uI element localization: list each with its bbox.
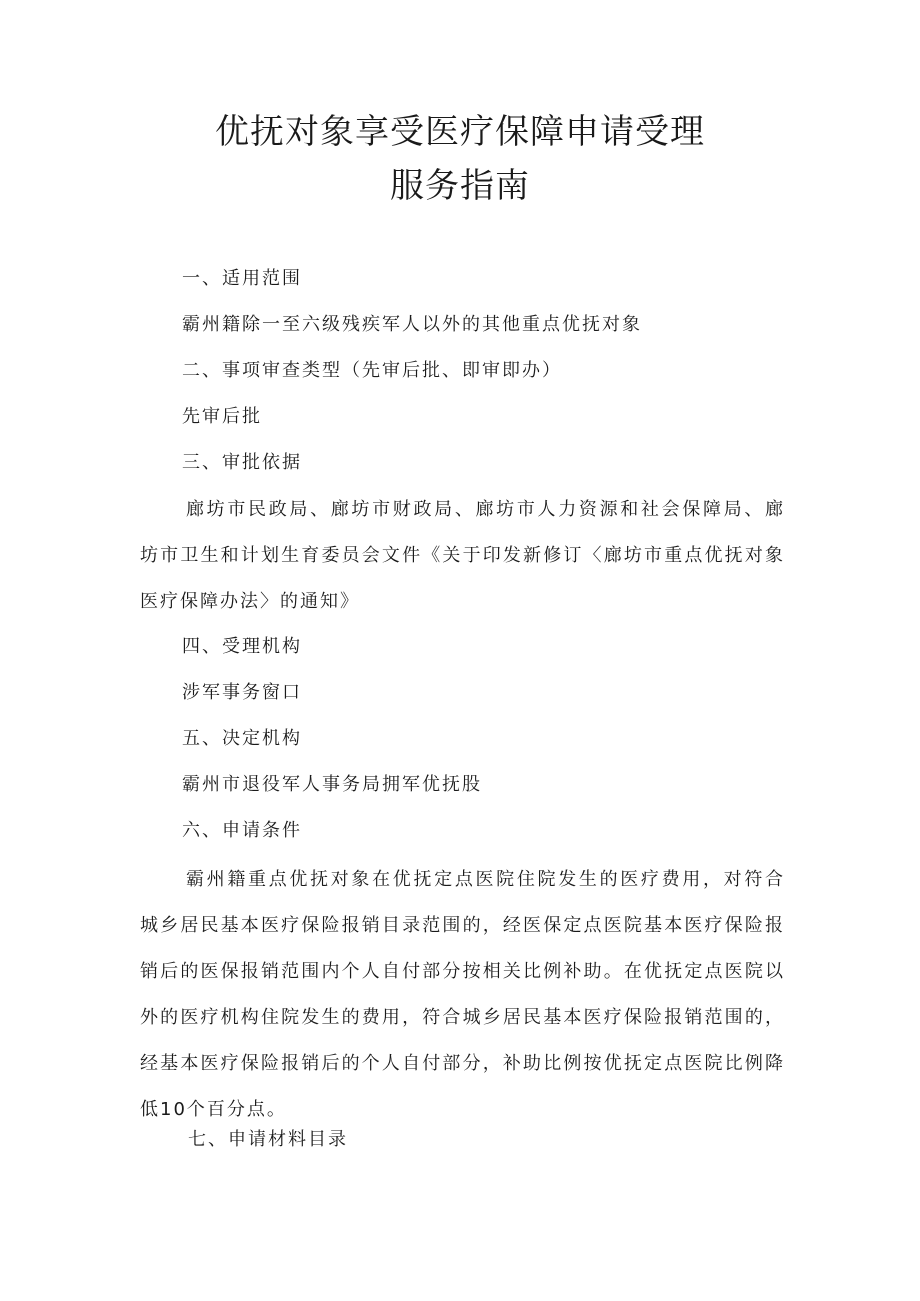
scope-heading: 一、适用范围 <box>182 268 302 289</box>
accept-org-text: 涉军事务窗口 <box>182 682 302 703</box>
conditions-heading: 六、申请条件 <box>182 820 302 841</box>
basis-text: 廊坊市民政局、廊坊市财政局、廊坊市人力资源和社会保障局、廊坊市卫生和计划生育委员会文件《关于印发新修订〈廊坊市重点优抚对象医疗保障办法〉的通知》 <box>140 499 785 612</box>
accept-org-heading: 四、受理机构 <box>182 636 302 657</box>
scope-text: 霸州籍除一至六级残疾军人以外的其他重点优抚对象 <box>182 314 642 335</box>
decision-org-text: 霸州市退役军人事务局拥军优抚股 <box>182 774 482 795</box>
document-title-line1: 优抚对象享受医疗保障申请受理 <box>215 112 705 152</box>
conditions-text: 霸州籍重点优抚对象在优抚定点医院住院发生的医疗费用，对符合城乡居民基本医疗保险报销目录范围的，经医保定点医院基本医疗保险报销后的医保报销范围内个人自付部分按相关比例补助。在优抚定点医院以外的医疗机构住院发生的费用，符合城乡居民基本医疗保险报销范围的，经基本医疗保险报销后的个人自付部分，补助比例按优抚定点医院比例降低10个百分点。 <box>140 869 785 1120</box>
document-title-line2: 服务指南 <box>390 166 530 206</box>
review-type-heading: 二、事项审查类型（先审后批、即审即办） <box>182 360 562 381</box>
decision-org-heading: 五、决定机构 <box>182 728 302 749</box>
review-type-text: 先审后批 <box>182 406 262 427</box>
materials-heading: 七、申请材料目录 <box>188 1129 348 1150</box>
basis-heading: 三、审批依据 <box>182 452 302 473</box>
